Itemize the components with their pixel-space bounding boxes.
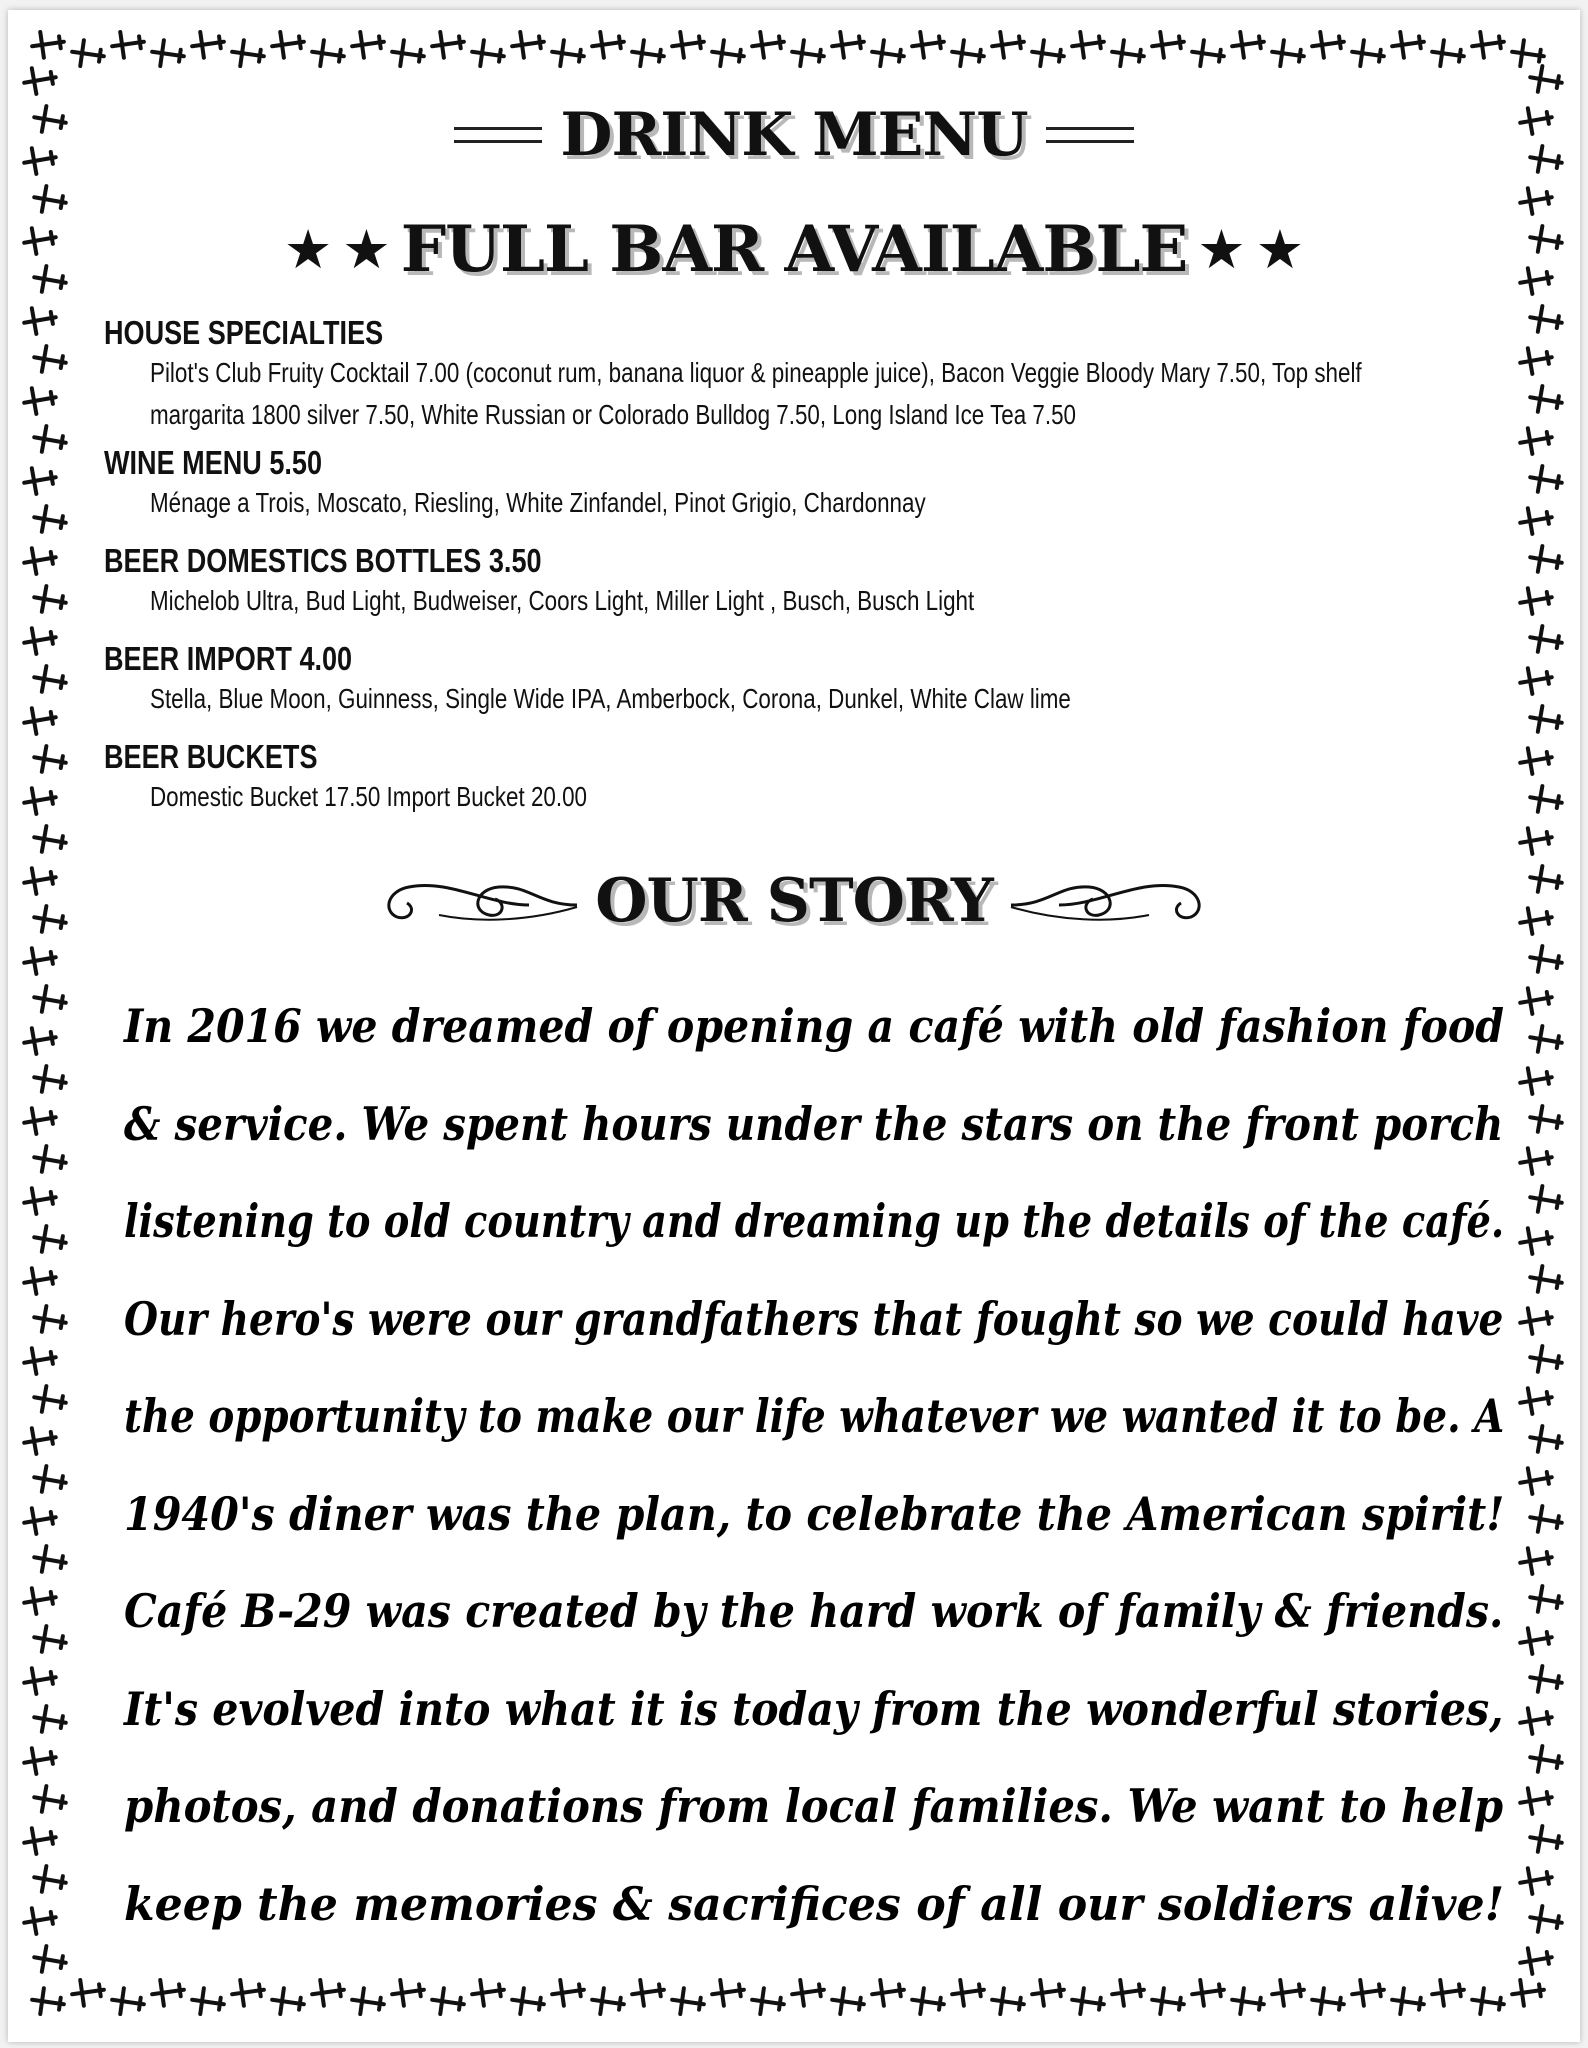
story-line: Our hero's were our grandfathers that fought so we could have [124, 1291, 1504, 1346]
plane-cross-mark [32, 184, 68, 215]
plane-cross-mark [32, 424, 68, 455]
plane-cross-mark [22, 1744, 58, 1775]
section-line: Pilot's Club Fruity Cocktail 7.00 (coconut rum, banana liquor & pineapple juice), Bacon Veggie Bloody Mary 7.50, Top shelf [150, 357, 1362, 388]
plane-cross-mark [1518, 664, 1554, 695]
plane-cross-mark [22, 1664, 58, 1695]
plane-cross-mark [1528, 1744, 1564, 1775]
plane-cross-mark [1518, 424, 1554, 455]
section-heading: BEER DOMESTICS BOTTLES 3.50 [104, 542, 542, 579]
star-icon: ★ [1255, 217, 1305, 281]
plane-cross-mark [22, 64, 58, 95]
plane-cross-mark [1528, 1184, 1564, 1215]
plane-cross-mark [22, 944, 58, 975]
plane-cross-mark [1528, 1264, 1564, 1295]
plane-cross-mark [22, 1824, 58, 1855]
plane-cross-mark [270, 1987, 305, 2017]
our-story-header [0, 866, 1588, 936]
plane-cross-mark [1510, 1977, 1545, 2007]
story-line: photos, and donations from local families. We want to help [124, 1779, 1504, 1833]
plane-cross-mark [1528, 1584, 1564, 1615]
plane-cross-mark [110, 29, 145, 59]
plane-cross-mark [22, 1424, 58, 1455]
star-icon: ★ [1197, 217, 1246, 281]
plane-cross-mark [22, 1104, 58, 1135]
plane-cross-mark [32, 744, 68, 775]
plane-cross-mark [190, 1987, 225, 2017]
plane-cross-mark [30, 29, 65, 59]
section-beer-import [104, 640, 1504, 720]
left-double-rule [454, 127, 542, 143]
plane-cross-mark [1270, 39, 1305, 69]
plane-cross-mark [830, 1987, 865, 2017]
plane-cross-mark [22, 1584, 58, 1615]
plane-cross-mark [22, 304, 58, 335]
plane-cross-mark [1390, 1987, 1425, 2017]
plane-cross-mark [1528, 1424, 1564, 1455]
subtitle: FULL BAR AVAILABLE [400, 212, 1188, 287]
plane-cross-mark [1430, 39, 1465, 69]
plane-cross-mark [1528, 304, 1564, 335]
plane-cross-mark [1528, 624, 1564, 655]
plane-cross-mark [22, 464, 58, 495]
scroll-flourish-icon [379, 871, 579, 931]
plane-cross-mark [1528, 464, 1564, 495]
plane-cross-mark [22, 1904, 58, 1935]
plane-cross-mark [1030, 1977, 1065, 2007]
plane-cross-mark [310, 39, 345, 69]
plane-cross-mark [22, 784, 58, 815]
plane-cross-mark [32, 1464, 68, 1495]
plane-cross-mark [1528, 784, 1564, 815]
plane-cross-mark [32, 1384, 68, 1415]
plane-cross-mark [190, 29, 225, 59]
plane-cross-mark [790, 1977, 825, 2007]
plane-cross-mark [1070, 29, 1105, 59]
plane-cross-mark [1528, 1504, 1564, 1535]
plane-cross-mark [1528, 1344, 1564, 1375]
plane-cross-mark [1518, 744, 1554, 775]
plane-cross-mark [1310, 1987, 1345, 2017]
plane-cross-mark [22, 1184, 58, 1215]
plane-cross-mark [32, 1784, 68, 1815]
plane-cross-mark [32, 1064, 68, 1095]
plane-cross-mark [590, 29, 625, 59]
plane-cross-mark [32, 1944, 68, 1975]
plane-cross-mark [470, 39, 505, 69]
plane-cross-mark [590, 1987, 625, 2017]
plane-cross-mark [22, 1264, 58, 1295]
plane-cross-mark [150, 39, 185, 69]
plane-cross-mark [550, 1977, 585, 2007]
plane-cross-mark [22, 704, 58, 735]
plane-cross-mark [22, 384, 58, 415]
section-line: Michelob Ultra, Bud Light, Budweiser, Coors Light, Miller Light , Busch, Busch Light [150, 585, 975, 616]
plane-cross-mark [1310, 29, 1345, 59]
section-wine-menu [104, 444, 1504, 524]
plane-cross-mark [30, 1987, 65, 2017]
story-paragraph [124, 978, 1524, 1953]
plane-cross-mark [32, 584, 68, 615]
story-line: & service. We spent hours under the stars on the front porch [124, 1096, 1504, 1151]
section-heading: WINE MENU 5.50 [104, 444, 323, 481]
page-title: DRINK MENU [560, 100, 1028, 170]
scroll-flourish-icon [1009, 871, 1209, 931]
plane-cross-mark [1528, 944, 1564, 975]
full-bar-banner [0, 212, 1588, 287]
star-icon: ★ [342, 217, 391, 281]
plane-cross-mark [550, 39, 585, 69]
plane-cross-mark [390, 1977, 425, 2007]
section-beer-domestics [104, 542, 1504, 622]
plane-cross-mark [1510, 39, 1545, 69]
drink-sections [104, 314, 1504, 818]
plane-cross-mark [670, 1987, 705, 2017]
plane-cross-mark [950, 1977, 985, 2007]
section-line: Stella, Blue Moon, Guinness, Single Wide IPA, Amberbock, Corona, Dunkel, White Claw lime [150, 683, 1071, 714]
plane-cross-mark [350, 29, 385, 59]
plane-cross-mark [230, 1977, 265, 2007]
right-double-rule [1046, 127, 1134, 143]
section-heading: BEER IMPORT 4.00 [104, 640, 353, 677]
plane-cross-mark [32, 824, 68, 855]
plane-cross-mark [70, 1977, 105, 2007]
plane-cross-mark [630, 39, 665, 69]
plane-cross-mark [150, 1977, 185, 2007]
story-line: It's evolved into what it is today from the wonderful stories, [124, 1681, 1504, 1736]
plane-cross-mark [1528, 544, 1564, 575]
plane-cross-mark [1528, 1664, 1564, 1695]
plane-cross-mark [32, 1704, 68, 1735]
section-beer-buckets [104, 738, 1504, 818]
plane-cross-mark [32, 984, 68, 1015]
plane-cross-mark [1470, 29, 1505, 59]
plane-cross-mark [32, 344, 68, 375]
plane-cross-mark [22, 624, 58, 655]
plane-cross-mark [630, 1977, 665, 2007]
plane-cross-mark [1528, 64, 1564, 95]
plane-cross-mark [430, 29, 465, 59]
plane-cross-mark [1150, 1987, 1185, 2017]
plane-cross-mark [1390, 29, 1425, 59]
plane-cross-mark [470, 1977, 505, 2007]
plane-cross-mark [22, 1344, 58, 1375]
plane-cross-mark [870, 1977, 905, 2007]
plane-cross-mark [22, 544, 58, 575]
plane-cross-mark [70, 39, 105, 69]
plane-cross-mark [1518, 184, 1554, 215]
plane-cross-mark [750, 1987, 785, 2017]
plane-cross-mark [32, 1864, 68, 1895]
plane-cross-mark [1528, 1904, 1564, 1935]
story-line: keep the memories & sacrifices of all our soldiers alive! [124, 1876, 1505, 1931]
plane-cross-mark [670, 29, 705, 59]
plane-cross-mark [990, 29, 1025, 59]
plane-cross-mark [1190, 1977, 1225, 2007]
section-line: Ménage a Trois, Moscato, Riesling, White Zinfandel, Pinot Grigio, Chardonnay [150, 487, 926, 518]
plane-cross-mark [510, 29, 545, 59]
plane-cross-mark [1528, 704, 1564, 735]
plane-cross-mark [1110, 1977, 1145, 2007]
plane-cross-mark [710, 1977, 745, 2007]
plane-cross-mark [1518, 584, 1554, 615]
plane-cross-mark [510, 1987, 545, 2017]
plane-cross-mark [1030, 39, 1065, 69]
story-line: 1940's diner was the plan, to celebrate the American spirit! [124, 1486, 1505, 1541]
story-title: OUR STORY [595, 866, 993, 936]
plane-cross-mark [1518, 504, 1554, 535]
plane-cross-mark [950, 39, 985, 69]
plane-cross-mark [32, 1224, 68, 1255]
plane-cross-mark [110, 1987, 145, 2017]
plane-cross-mark [1270, 1977, 1305, 2007]
plane-cross-mark [22, 1504, 58, 1535]
story-line: the opportunity to make our life whatever we wanted it to be. A [124, 1389, 1505, 1443]
plane-cross-mark [750, 29, 785, 59]
plane-cross-mark [1470, 1987, 1505, 2017]
plane-cross-mark [310, 1977, 345, 2007]
plane-cross-mark [910, 29, 945, 59]
section-house-specialties [104, 314, 1504, 436]
plane-cross-mark [1150, 29, 1185, 59]
story-line: Café B-29 was created by the hard work of family & friends. [124, 1584, 1504, 1638]
plane-cross-mark [1528, 1104, 1564, 1135]
plane-cross-mark [22, 1024, 58, 1055]
section-line: margarita 1800 silver 7.50, White Russian or Colorado Bulldog 7.50, Long Island Ice Tea 7.50 [150, 399, 1077, 430]
plane-cross-mark [830, 29, 865, 59]
story-line: listening to old country and dreaming up the details of the café. [124, 1194, 1505, 1248]
plane-cross-mark [1190, 39, 1225, 69]
section-heading: BEER BUCKETS [104, 738, 318, 775]
plane-cross-mark [350, 1987, 385, 2017]
plane-cross-mark [790, 39, 825, 69]
plane-cross-mark [710, 39, 745, 69]
plane-cross-mark [430, 1987, 465, 2017]
plane-cross-mark [32, 664, 68, 695]
section-heading: HOUSE SPECIALTIES [104, 314, 384, 351]
plane-cross-mark [1528, 1824, 1564, 1855]
section-line: Domestic Bucket 17.50 Import Bucket 20.00 [150, 781, 588, 812]
plane-cross-mark [32, 1624, 68, 1655]
plane-cross-mark [910, 1987, 945, 2017]
plane-cross-mark [390, 39, 425, 69]
plane-cross-mark [1518, 824, 1554, 855]
plane-cross-mark [32, 504, 68, 535]
plane-cross-mark [32, 1304, 68, 1335]
plane-cross-mark [270, 29, 305, 59]
plane-cross-mark [1070, 1987, 1105, 2017]
plane-cross-mark [32, 1544, 68, 1575]
plane-cross-mark [1350, 39, 1385, 69]
drink-menu-header [0, 100, 1588, 170]
plane-cross-mark [1230, 29, 1265, 59]
plane-cross-mark [990, 1987, 1025, 2017]
plane-cross-mark [230, 39, 265, 69]
star-icon: ★ [283, 217, 333, 281]
story-line: In 2016 we dreamed of opening a café with old fashion food [124, 999, 1504, 1053]
plane-cross-mark [1230, 1987, 1265, 2017]
plane-cross-mark [1350, 1977, 1385, 2007]
plane-cross-mark [32, 1144, 68, 1175]
plane-cross-mark [870, 39, 905, 69]
plane-cross-mark [1430, 1977, 1465, 2007]
plane-cross-mark [1110, 39, 1145, 69]
plane-cross-mark [1528, 1024, 1564, 1055]
